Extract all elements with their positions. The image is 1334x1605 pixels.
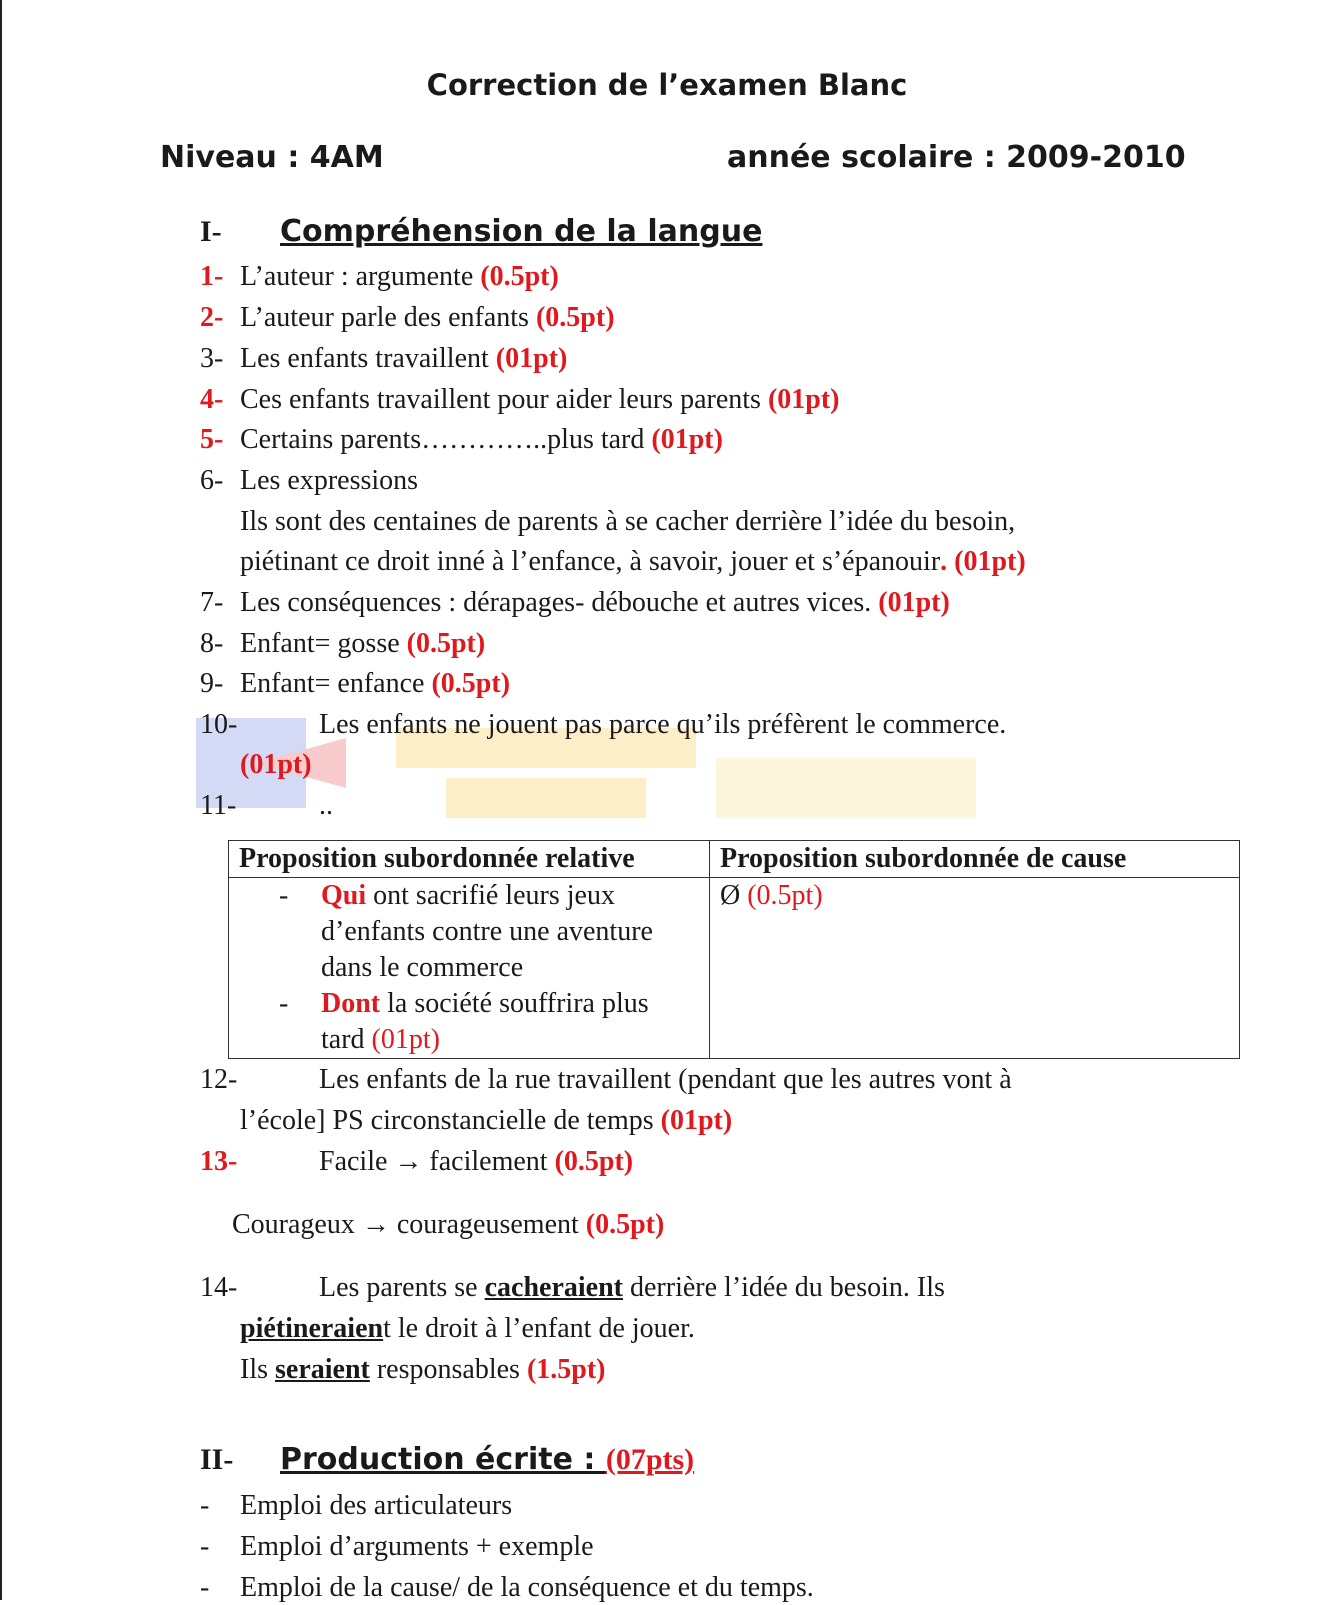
relative-clause-header: Proposition subordonnée relative — [229, 841, 710, 878]
table-header-row — [229, 841, 1240, 878]
section-1-heading — [200, 214, 762, 249]
answer-item-14-line-3: Ils seraient responsables (1.5pt) — [240, 1354, 606, 1385]
list-item: - Dont la société souffrira plus tard (01pt) — [279, 988, 649, 1055]
section-1-number: I- — [200, 215, 222, 248]
answer-item-10: 10- Les enfants ne jouent pas parce qu’ils préfèrent le commerce. — [200, 709, 1007, 740]
table-row — [229, 878, 1240, 1059]
answer-item-6: 6- Les expressions — [200, 465, 419, 496]
answer-item-2: 2- L’auteur parle des enfants (0.5pt) — [200, 302, 615, 333]
answer-item-14: 14- Les parents se cacheraient derrière l’idée du besoin. Ils — [200, 1272, 945, 1303]
section-2-title: Production écrite — [280, 1442, 573, 1477]
section-2-number: II- — [200, 1443, 234, 1476]
answer-item-3: 3- Les enfants travaillent (01pt) — [200, 343, 568, 374]
answer-item-12: 12- Les enfants de la rue travaillent (pendant que les autres vont à — [200, 1064, 1012, 1095]
section-2-heading: II- Production écrite : (07pts) — [200, 1442, 695, 1477]
answer-item-6-line-2: Ils sont des centaines de parents à se cacher derrière l’idée du besoin, — [240, 506, 1016, 537]
answer-item-12-line-2: l’école] PS circonstancielle de temps (01pt) — [240, 1105, 733, 1136]
school-year-label: année scolaire : 2009-2010 — [727, 140, 1186, 175]
relative-clause-cell — [229, 878, 710, 1059]
answer-item-11: 11- .. — [200, 790, 333, 821]
answer-item-5: 5- Certains parents…………..plus tard (01pt) — [200, 424, 723, 455]
cause-clause-header: Proposition subordonnée de cause — [710, 841, 1240, 878]
list-item: - Emploi de la cause/ de la conséquence et du temps. — [200, 1572, 814, 1603]
list-item: - Emploi des articulateurs — [200, 1490, 513, 1521]
answer-item-1: 1- L’auteur : argumente (0.5pt) — [200, 261, 559, 292]
cause-clause-cell: Ø (0.5pt) — [710, 878, 1240, 1059]
section-1-title: Compréhension de la langue — [280, 214, 763, 249]
list-item: - Emploi d’arguments + exemple — [200, 1531, 594, 1562]
answer-item-7: 7- Les conséquences : dérapages- débouche et autres vices. (01pt) — [200, 587, 950, 618]
answer-item-14-line-2: piétineraient le droit à l’enfant de jouer. — [240, 1313, 695, 1344]
answer-item-8: 8- Enfant= gosse (0.5pt) — [200, 628, 486, 659]
niveau-label: Niveau : 4AM — [160, 140, 384, 175]
document-title: Correction de l’examen Blanc — [426, 68, 908, 102]
answer-item-13-line-2: Courageux → courageusement (0.5pt) — [232, 1209, 665, 1240]
answer-item-13: 13- Facile → facilement (0.5pt) — [200, 1146, 634, 1177]
subordinate-clause-table — [228, 840, 1240, 1059]
answer-item-6-line-3: piétinant ce droit inné à l’enfance, à savoir, jouer et s’épanouir. (01pt) — [240, 546, 1026, 577]
answer-item-9: 9- Enfant= enfance (0.5pt) — [200, 668, 511, 699]
answer-item-4: 4- Ces enfants travaillent pour aider leurs parents (01pt) — [200, 384, 840, 415]
answer-item-10-points: (01pt) — [240, 749, 312, 780]
section-2-points: (07pts) — [605, 1443, 695, 1476]
list-item: - Qui ont sacrifié leurs jeux d’enfants contre une aventure dans le commerce — [279, 880, 653, 983]
